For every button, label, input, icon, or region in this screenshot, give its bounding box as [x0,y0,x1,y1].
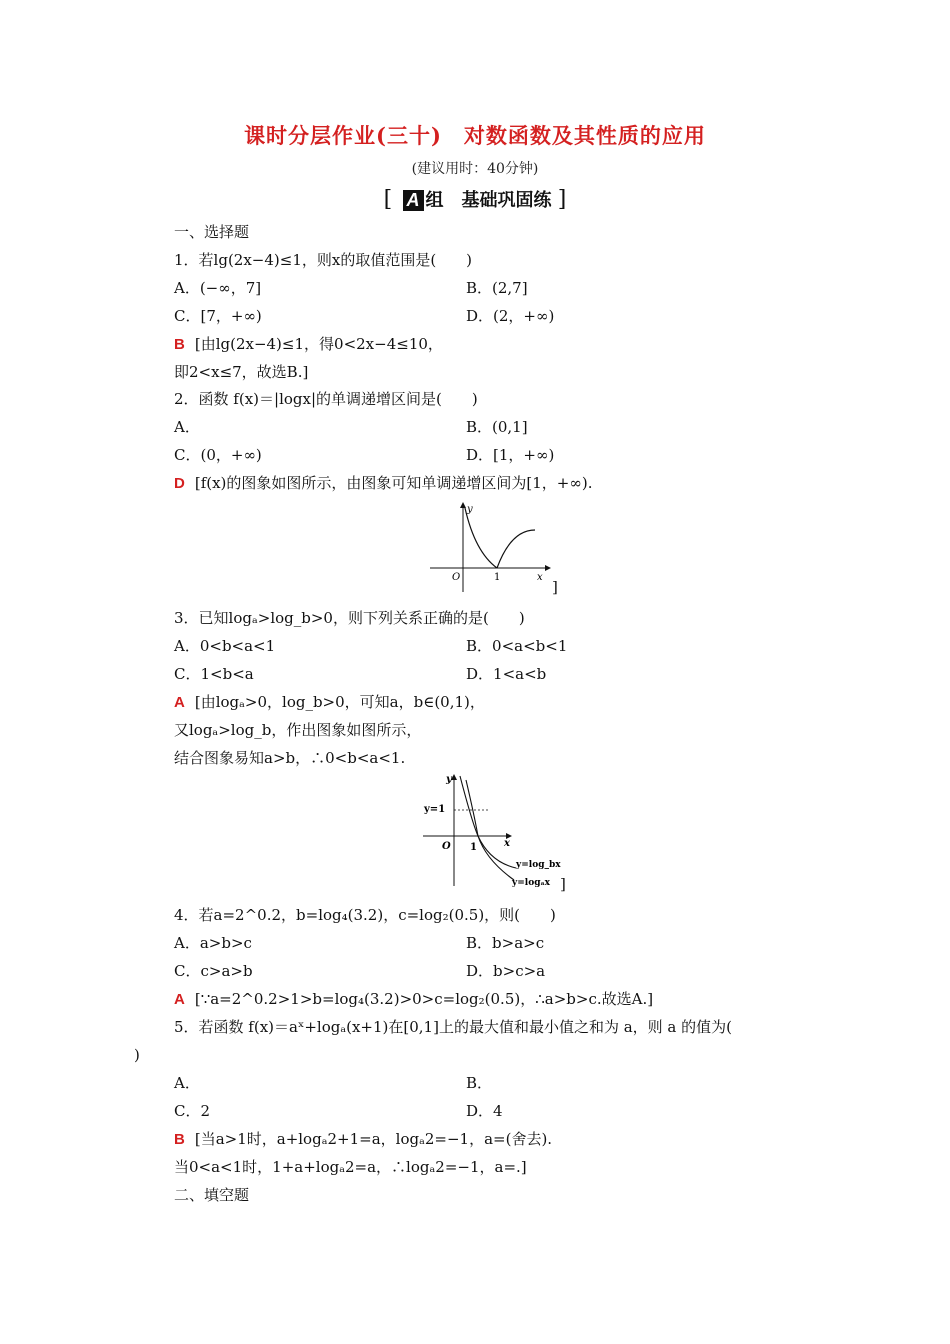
q2-fig-y-label: y [467,504,473,515]
q1-option-b: B．(2,7] [466,279,528,297]
section-heading-2: 二、填空题 [174,1186,250,1204]
q1-explanation [174,334,443,355]
q4-option-d: D．b>c>a [466,962,546,980]
q2-close-bracket: ] [552,578,558,596]
q4-stem: 4．若a=2^0.2，b=log₄(3.2)，c=log₂(0.5)，则( ) [174,906,556,924]
bracket-close: ] [557,187,567,212]
q3-figure [418,770,563,888]
q3-answer: A [174,694,185,711]
group-header [0,186,950,212]
q5-explanation-line2: 当0<a<1时，1+a+logₐ2=a，∴logₐ2=−1，a=.] [174,1158,527,1176]
q3-option-d: D．1<a<b [466,665,547,683]
q2-fig-one-label: 1 [494,572,501,583]
group-label: 组 基础巩固练 [425,190,552,211]
q3-explanation-line1: [由logₐ>0，log_b>0，可知a，b∈(0,1)， [194,693,485,711]
q3-close-bracket: ] [560,875,566,893]
q3-fig-origin-label: O [442,841,451,852]
q3-explanation-line3: 结合图象易知a>b，∴0<b<a<1. [174,749,406,767]
q2-answer: D [174,475,185,492]
q3-option-c: C．1<b<a [174,665,254,683]
section-heading: 一、选择题 [174,223,250,241]
q4-answer: A [174,991,185,1008]
q4-explanation-line1: [∵a=2^0.2>1>b=log₄(3.2)>0>c=log₂(0.5)，∴a>b>c.故选A.] [194,990,654,1008]
q3-fig-logb-label: y=log_bx [516,860,561,870]
q2-option-d: D．[1，+∞) [466,446,555,464]
time-suggestion: (建议用时：40分钟) [411,161,539,177]
q1-explanation-line2: 即2<x≤7，故选B.] [174,363,309,381]
q5-option-b: B． [466,1074,493,1092]
q5-stem-continued: ) [134,1046,140,1064]
q1-answer: B [174,336,185,353]
q2-option-b: B．(0,1] [466,418,528,436]
q4-option-b: B．b>a>c [466,934,545,952]
q3-fig-y1-label: y=1 [424,804,446,815]
q2-figure [425,500,555,595]
q3-explanation [174,692,485,713]
q5-answer: B [174,1131,185,1148]
q5-stem: 5．若函数 f(x)＝aˣ+logₐ(x+1)在[0,1]上的最大值和最小值之和为 a，则 a 的值为( [174,1018,732,1036]
q2-option-a: A． [174,418,200,436]
q5-explanation [174,1129,552,1150]
group-letter-badge: A [403,190,424,211]
q1-option-c: C．[7，+∞) [174,307,262,325]
q1-option-a: A．(−∞，7] [174,279,262,297]
q2-fig-origin-label: O [452,572,461,583]
q2-stem: 2．函数 f(x)＝|logx|的单调递增区间是( ) [174,390,478,408]
q4-explanation [174,989,653,1010]
q1-option-d: D．(2，+∞) [466,307,555,325]
q5-explanation-line1: [当a>1时，a+logₐ2+1=a，logₐ2=−1，a=(舍去). [194,1130,553,1148]
q5-option-d: D．4 [466,1102,503,1120]
page-title: 课时分层作业(三十) 对数函数及其性质的应用 [244,123,706,148]
bracket-open: [ [383,187,393,212]
q3-option-a: A．0<b<a<1 [174,637,276,655]
q5-option-a: A． [174,1074,200,1092]
q2-option-c: C．(0，+∞) [174,446,262,464]
q1-explanation-line1: [由lg(2x−4)≤1，得0<2x−4≤10， [194,335,443,353]
q2-fig-x-label: x [537,572,543,583]
q4-option-a: A．a>b>c [174,934,252,952]
q3-fig-x-label: x [504,838,510,849]
q3-stem: 3．已知logₐ>log_b>0，则下列关系正确的是( ) [174,609,525,627]
q5-option-c: C．2 [174,1102,211,1120]
q1-stem: 1．若lg(2x−4)≤1，则x的取值范围是( ) [174,251,473,269]
q3-fig-one-label: 1 [470,842,477,853]
q2-explanation-line1: [f(x)的图象如图所示，由图象可知单调递增区间为[1，+∞). [194,474,593,492]
q2-explanation [174,473,593,494]
q3-fig-loga-label: y=logₐx [512,878,551,888]
q3-fig-y-label: y [446,774,452,785]
q3-option-b: B．0<a<b<1 [466,637,568,655]
q4-option-c: C．c>a>b [174,962,253,980]
q3-explanation-line2: 又logₐ>log_b，作出图象如图所示， [174,721,422,739]
